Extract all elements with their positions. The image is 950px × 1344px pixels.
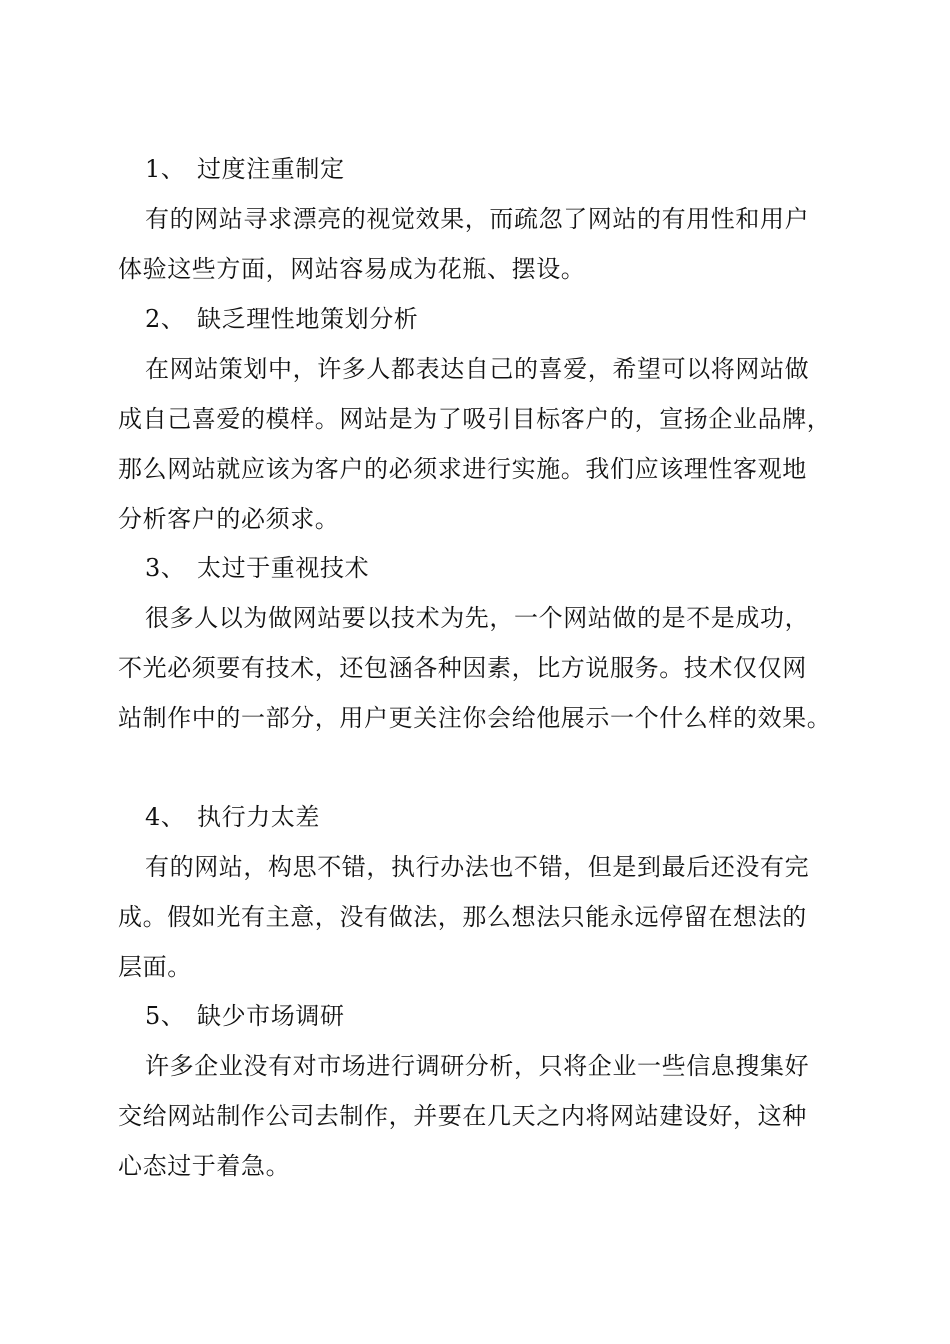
section-title: 太过于重视技术 — [197, 554, 370, 582]
paragraph-line: 层面。 — [118, 953, 192, 981]
section-title: 执行力太差 — [197, 803, 320, 831]
section-title: 缺乏理性地策划分析 — [197, 305, 419, 333]
paragraph-line: 分析客户的必须求。 — [118, 505, 340, 533]
paragraph-line: 交给网站制作公司去制作，并要在几天之内将网站建设好，这种 — [118, 1102, 807, 1130]
paragraph-line: 心态过于着急。 — [118, 1152, 291, 1180]
section-number: 1、 — [145, 155, 186, 183]
section-number: 2、 — [145, 305, 186, 333]
section-heading — [145, 802, 320, 832]
section-heading — [145, 1001, 345, 1031]
section-number: 5、 — [145, 1002, 186, 1030]
paragraph-line: 成。假如光有主意，没有做法，那么想法只能永远停留在想法的 — [118, 903, 807, 931]
paragraph-line: 那么网站就应该为客户的必须求进行实施。我们应该理性客观地 — [118, 455, 807, 483]
paragraph-line: 成自己喜爱的模样。网站是为了吸引目标客户的，宣扬企业品牌， — [118, 405, 832, 433]
section-number: 4、 — [145, 803, 186, 831]
section-heading — [145, 553, 369, 583]
paragraph-line: 不光必须要有技术，还包涵各种因素，比方说服务。技术仅仅网 — [118, 654, 807, 682]
section-number: 3、 — [145, 554, 186, 582]
paragraph-line: 许多企业没有对市场进行调研分析，只将企业一些信息搜集好 — [145, 1052, 810, 1080]
paragraph-line: 很多人以为做网站要以技术为先，一个网站做的是不是成功， — [145, 604, 810, 632]
paragraph-line: 有的网站寻求漂亮的视觉效果，而疏忽了网站的有用性和用户 — [145, 205, 810, 233]
paragraph-line: 体验这些方面，网站容易成为花瓶、摆设。 — [118, 255, 586, 283]
section-title: 缺少市场调研 — [197, 1002, 345, 1030]
section-title: 过度注重制定 — [197, 155, 345, 183]
paragraph-line: 在网站策划中，许多人都表达自己的喜爱，希望可以将网站做 — [145, 355, 810, 383]
paragraph-line: 站制作中的一部分，用户更关注你会给他展示一个什么样的效果。 — [118, 704, 832, 732]
paragraph-line: 有的网站，构思不错，执行办法也不错，但是到最后还没有完 — [145, 853, 810, 881]
section-heading — [145, 154, 345, 184]
section-heading — [145, 304, 418, 334]
